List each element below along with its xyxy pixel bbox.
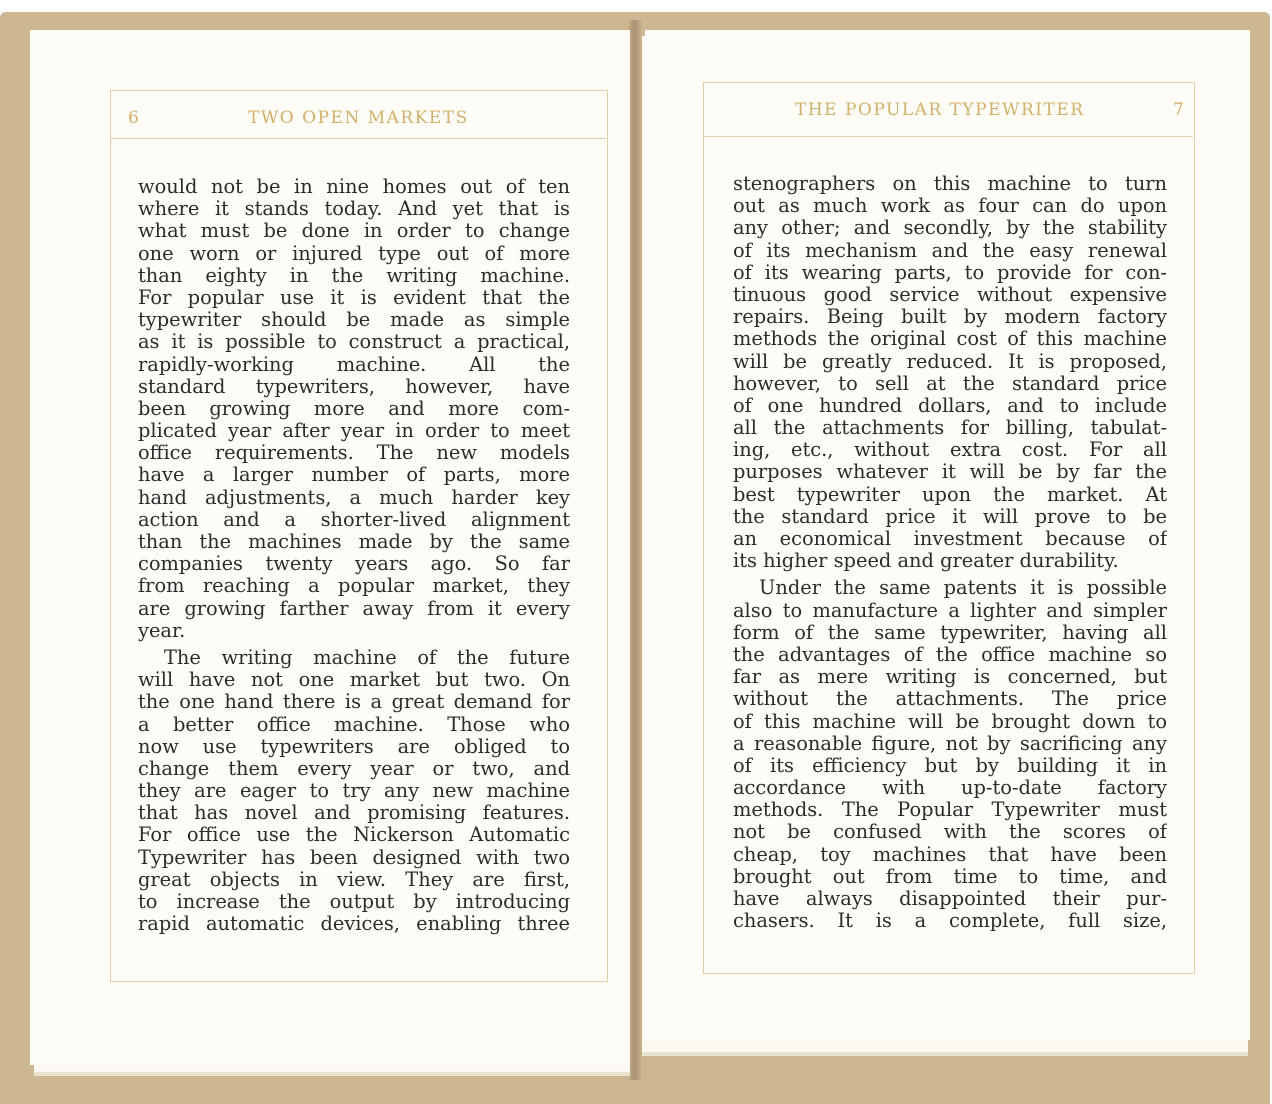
book-spine bbox=[628, 20, 642, 1080]
text-line: a reasonable figure, not by sacrificing any bbox=[733, 731, 1167, 755]
text-line: stenographers on this machine to turn bbox=[733, 173, 1167, 195]
text-line: been growing more and more com- bbox=[138, 396, 570, 420]
text-line: rapidly-working machine. All the bbox=[138, 352, 570, 376]
text-line: of one hundred dollars, and to include bbox=[733, 393, 1167, 417]
text-line: Under the same patents it is possible bbox=[759, 576, 1167, 600]
text-line: accordance with up-to-date factory bbox=[733, 776, 1167, 800]
text-line: however, to sell at the standard price bbox=[733, 371, 1167, 395]
left-page-number: 6 bbox=[128, 108, 141, 128]
right-header-rule bbox=[703, 136, 1193, 137]
right-paragraph-1 bbox=[733, 173, 1167, 572]
text-line: the one hand there is a great demand for bbox=[138, 690, 570, 714]
text-line: as it is possible to construct a practical, bbox=[138, 330, 570, 354]
text-line: out as much work as four can do upon bbox=[733, 194, 1167, 218]
text-line: its higher speed and greater durability. bbox=[733, 549, 1119, 573]
text-line: than the machines made by the same bbox=[138, 530, 570, 553]
text-line: than eighty in the writing machine. bbox=[138, 263, 570, 287]
text-line: a better office machine. Those who bbox=[138, 712, 570, 736]
text-line: any other; and secondly, by the stability bbox=[733, 216, 1167, 240]
text-line: now use typewriters are obliged to bbox=[138, 734, 570, 758]
left-running-head: TWO OPEN MARKETS bbox=[248, 108, 469, 128]
text-line: of its efficiency but by building it in bbox=[733, 753, 1167, 777]
text-line: For office use the Nickerson Automatic bbox=[138, 823, 570, 847]
text-line: not be confused with the scores of bbox=[733, 820, 1167, 844]
text-line: the advantages of the office machine so bbox=[733, 642, 1167, 666]
right-page bbox=[645, 30, 1250, 1040]
right-paragraph-2 bbox=[733, 577, 1167, 932]
text-line: an economical investment because of bbox=[733, 527, 1167, 550]
text-line: plicated year after year in order to meet bbox=[138, 419, 570, 443]
text-line: cheap, toy machines that have been bbox=[733, 842, 1167, 866]
text-line: standard typewriters, however, have bbox=[138, 374, 570, 398]
text-line: chasers. It is a complete, full size, bbox=[733, 909, 1167, 933]
text-line: The writing machine of the future bbox=[164, 645, 570, 669]
left-text-column bbox=[138, 176, 570, 1031]
text-line: companies twenty years ago. So far bbox=[138, 552, 570, 576]
text-line: of its mechanism and the easy renewal bbox=[733, 238, 1167, 262]
right-text-column bbox=[733, 173, 1167, 973]
text-line: office requirements. The new models bbox=[138, 441, 570, 465]
text-line: all the attachments for billing, tabulat- bbox=[733, 416, 1167, 440]
text-line: also to manufacture a lighter and simpler bbox=[733, 598, 1167, 622]
right-page-number: 7 bbox=[1173, 100, 1186, 120]
text-line: will be greatly reduced. It is proposed, bbox=[733, 349, 1167, 373]
text-line: year. bbox=[138, 618, 186, 642]
text-line: are growing farther away from it every bbox=[138, 596, 570, 620]
text-line: methods the original cost of this machine bbox=[733, 327, 1167, 351]
text-line: far as mere writing is concerned, but bbox=[733, 665, 1167, 689]
right-running-head: THE POPULAR TYPEWRITER bbox=[795, 100, 1085, 120]
text-line: action and a shorter-lived alignment bbox=[138, 507, 570, 531]
text-line: from reaching a popular market, they bbox=[138, 574, 570, 598]
text-line: would not be in nine homes out of ten bbox=[138, 176, 570, 198]
left-page bbox=[30, 30, 630, 1065]
text-line: Typewriter has been designed with two bbox=[138, 845, 570, 869]
text-line: will have not one market but two. On bbox=[138, 668, 570, 692]
text-line: have a larger number of parts, more bbox=[138, 463, 570, 487]
text-line: of its wearing parts, to provide for con- bbox=[733, 260, 1167, 284]
text-line: change them every year or two, and bbox=[138, 756, 570, 780]
left-paragraph-2 bbox=[138, 647, 570, 935]
left-header-rule bbox=[110, 138, 606, 139]
text-line: purposes whatever it will be by far the bbox=[733, 460, 1167, 484]
text-line: best typewriter upon the market. At bbox=[733, 482, 1167, 506]
text-line: ing, etc., without extra cost. For all bbox=[733, 438, 1167, 462]
text-line: typewriter should be made as simple bbox=[138, 308, 570, 332]
text-line: without the attachments. The price bbox=[733, 687, 1167, 711]
text-line: methods. The Popular Typewriter must bbox=[733, 798, 1167, 822]
text-line: one worn or injured type out of more bbox=[138, 241, 570, 265]
text-line: rapid automatic devices, enabling three bbox=[138, 912, 570, 936]
text-line: form of the same typewriter, having all bbox=[733, 620, 1167, 644]
text-line: that has novel and promising features. bbox=[138, 801, 570, 825]
text-line: brought out from time to time, and bbox=[733, 864, 1167, 888]
left-paragraph-1 bbox=[138, 176, 570, 642]
text-line: they are eager to try any new machine bbox=[138, 779, 570, 803]
text-line: For popular use it is evident that the bbox=[138, 285, 570, 309]
text-line: repairs. Being built by modern factory bbox=[733, 305, 1167, 329]
text-line: where it stands today. And yet that is bbox=[138, 197, 570, 221]
text-line: what must be done in order to change bbox=[138, 219, 570, 243]
text-line: have always disappointed their pur- bbox=[733, 887, 1167, 910]
text-line: hand adjustments, a much harder key bbox=[138, 485, 570, 509]
text-line: to increase the output by introducing bbox=[138, 890, 570, 913]
text-line: the standard price it will prove to be bbox=[733, 504, 1167, 528]
text-line: great objects in view. They are first, bbox=[138, 867, 570, 891]
text-line: of this machine will be brought down to bbox=[733, 709, 1167, 733]
text-line: tinuous good service without expensive bbox=[733, 282, 1167, 306]
